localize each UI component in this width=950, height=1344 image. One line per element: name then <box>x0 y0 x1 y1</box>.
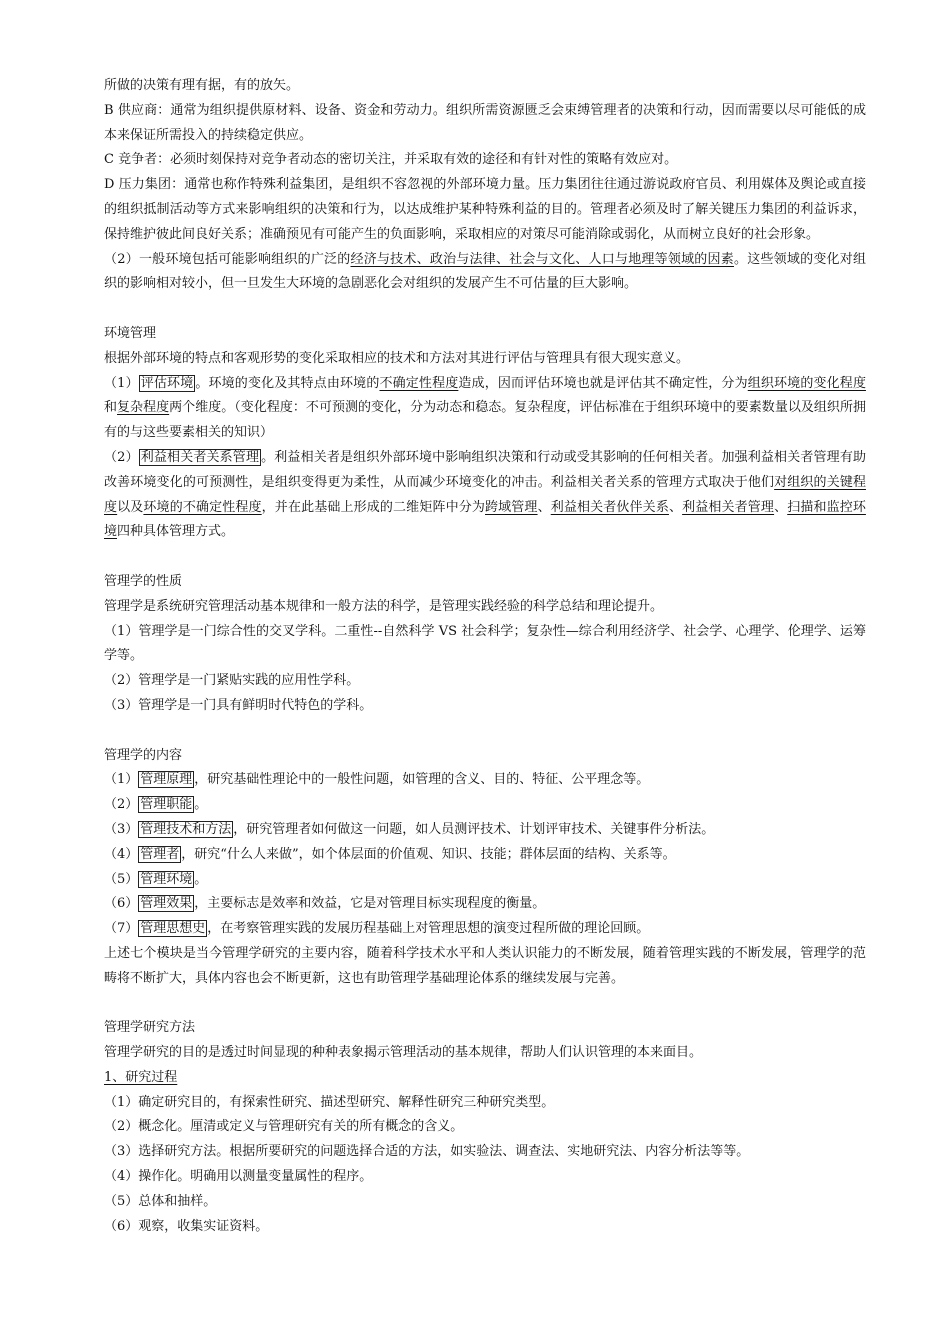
boxed-term: 评估环境 <box>140 375 194 391</box>
methods-step: （6）观察，收集实证资料。 <box>104 1218 269 1234</box>
methods-subheading: 1、研究过程 <box>104 1069 178 1085</box>
nature-intro: 管理学是系统研究管理活动基本规律和一般方法的科学，是管理实践经验的科学总结和理论提升。 <box>104 598 664 614</box>
underlined-term: 利益相关者伙伴关系 <box>550 499 669 515</box>
content-item: （2） 管理职能 。 <box>104 797 208 813</box>
nature-item-2: （2）管理学是一门紧贴实践的应用性学科。 <box>104 673 360 689</box>
boxed-term: 管理者 <box>140 846 180 862</box>
underlined-term: 经济与技术、政治与法律、社会与文化、人口与地理等领域的因素 <box>350 251 734 267</box>
boxed-term: 管理思想史 <box>140 921 206 937</box>
methods-step: （2）概念化。厘清或定义与管理研究有关的所有概念的含义。 <box>104 1119 464 1135</box>
methods-step: （4）操作化。明确用以测量变量属性的程序。 <box>104 1169 373 1185</box>
underlined-term: 利益相关者管理 <box>682 499 775 515</box>
env-paragraph-0: 所做的决策有理有据，有的放矢。 <box>104 78 300 93</box>
boxed-term: 管理职能 <box>140 797 193 813</box>
content-list <box>104 768 866 942</box>
env-paragraph-supplier: B 供应商：通常为组织提供原材料、设备、资金和劳动力。组织所需资源匮乏会束缚管理者的决策和行动，因而需要以尽可能低的成本来保证所需投入的持续稳定供应。 <box>104 102 866 143</box>
underlined-term: 扫描和监控环境 <box>104 499 866 540</box>
methods-step: （3）选择研究方法。根据所要研究的问题选择合适的方法，如实验法、调查法、实地研究法、内容分析法等等。 <box>104 1144 750 1160</box>
boxed-term: 管理环境 <box>140 871 193 887</box>
env-paragraph-general: （2）一般环境包括可能影响组织的广泛的经济与技术、政治与法律、社会与文化、人口与地理等领域的因素。这些领域的变化对组织的影响相对较小，但一旦发生大环境的急剧恶化会对组织的发展产生不可估量的巨大影响。 <box>104 251 866 292</box>
env-paragraph-competitor: C 竞争者：必须时刻保持对竞争者动态的密切关注，并采取有效的途径和有针对性的策略有效应对。 <box>104 152 678 168</box>
boxed-term: 利益相关者关系管理 <box>140 449 260 465</box>
document-page <box>104 74 866 1239</box>
methods-step: （1）确定研究目的，有探索性研究、描述型研究、解释性研究三种研究类型。 <box>104 1094 555 1110</box>
methods-step: （5）总体和抽样。 <box>104 1193 217 1209</box>
boxed-term: 管理原理 <box>140 772 193 788</box>
underlined-term: 组织环境的变化程度 <box>747 375 866 391</box>
underlined-term: 不确定性程度 <box>379 375 459 391</box>
content-item: （7） 管理思想史 ，在考察管理实践的发展历程基础上对管理思想的演变过程所做的理论回顾。 <box>104 921 650 937</box>
nature-item-1: （1）管理学是一门综合性的交叉学科。二重性--自然科学 VS 社会科学；复杂性—综合利用经济学、社会学、心理学、伦理学、运筹学等。 <box>104 623 866 664</box>
nature-item-3: （3）管理学是一门具有鲜明时代特色的学科。 <box>104 697 373 713</box>
section-title-env-mgmt: 环境管理 <box>104 325 157 341</box>
section-title-methods: 管理学研究方法 <box>104 1020 196 1036</box>
env-mgmt-item-2: （2） 利益相关者关系管理 。利益相关者是组织外部环境中影响组织决策和行动或受其影响的任何相关者。加强利益相关者管理有助改善环境变化的可预测性，是组织变得更为柔性，从而减少环境变化的冲击。利益相关者关系的管理方式取决于他们对组织的关键程度以及环境的不确定性程度，并在此基础上形成的二维矩阵中分为跨域管理、利益相关者伙伴关系、利益相关者管理、扫描和监控环境四种具体管理方式。 <box>104 449 866 540</box>
underlined-term: 环境的不确定性程度 <box>143 499 262 515</box>
methods-step-list <box>104 1091 866 1240</box>
env-mgmt-item-1: （1） 评估环境 。环境的变化及其特点由环境的不确定性程度造成，因而评估环境也就是评估其不确定性，分为组织环境的变化程度和复杂程度两个维度。（变化程度：不可预测的变化，分为动态和稳态。复杂程度，评估标准在于组织环境中的要素数量以及组织所拥有的与这些要素相关的知识） <box>104 375 866 441</box>
content-item: （4） 管理者 ，研究“什么人来做”，如个体层面的价值观、知识、技能；群体层面的结构、关系等。 <box>104 846 676 862</box>
section-title-nature: 管理学的性质 <box>104 573 183 589</box>
content-item: （3） 管理技术和方法 ，研究管理者如何做这一问题，如人员测评技术、计划评审技术、关键事件分析法。 <box>104 821 715 837</box>
content-item: （1） 管理原理 ，研究基础性理论中的一般性问题，如管理的含义、目的、特征、公平理念等。 <box>104 772 650 788</box>
section-title-content: 管理学的内容 <box>104 747 183 763</box>
methods-intro: 管理学研究的目的是透过时间显现的种种表象揭示管理活动的基本规律，帮助人们认识管理的本来面目。 <box>104 1045 703 1061</box>
content-summary: 上述七个模块是当今管理学研究的主要内容，随着科学技术水平和人类认识能力的不断发展，随着管理实践的不断发展，管理学的范畴将不断扩大，具体内容也会不断更新，这也有助管理学基础理论体系的继续发展与完善。 <box>104 945 866 986</box>
boxed-term: 管理效果 <box>140 896 193 912</box>
boxed-term: 管理技术和方法 <box>140 821 232 837</box>
env-paragraph-pressure-group: D 压力集团：通常也称作特殊利益集团，是组织不容忽视的外部环境力量。压力集团往往通过游说政府官员、利用媒体及舆论或直接的组织抵制活动等方式来影响组织的决策和行为，以达成维护某种特殊利益的目的。管理者必须及时了解关键压力集团的利益诉求，保持维护彼此间良好关系；准确预见有可能产生的负面影响，采取相应的对策尽可能消除或弱化，从而树立良好的社会形象。 <box>104 177 866 242</box>
underlined-term: 跨域管理 <box>485 499 538 515</box>
env-mgmt-intro: 根据外部环境的特点和客观形势的变化采取相应的技术和方法对其进行评估与管理具有很大现实意义。 <box>104 350 690 366</box>
underlined-term: 复杂程度 <box>117 400 170 416</box>
content-item: （6） 管理效果 ，主要标志是效率和效益，它是对管理目标实现程度的衡量。 <box>104 896 546 912</box>
content-item: （5） 管理环境 。 <box>104 871 208 887</box>
underlined-term: 对组织的关键程度 <box>104 474 866 515</box>
